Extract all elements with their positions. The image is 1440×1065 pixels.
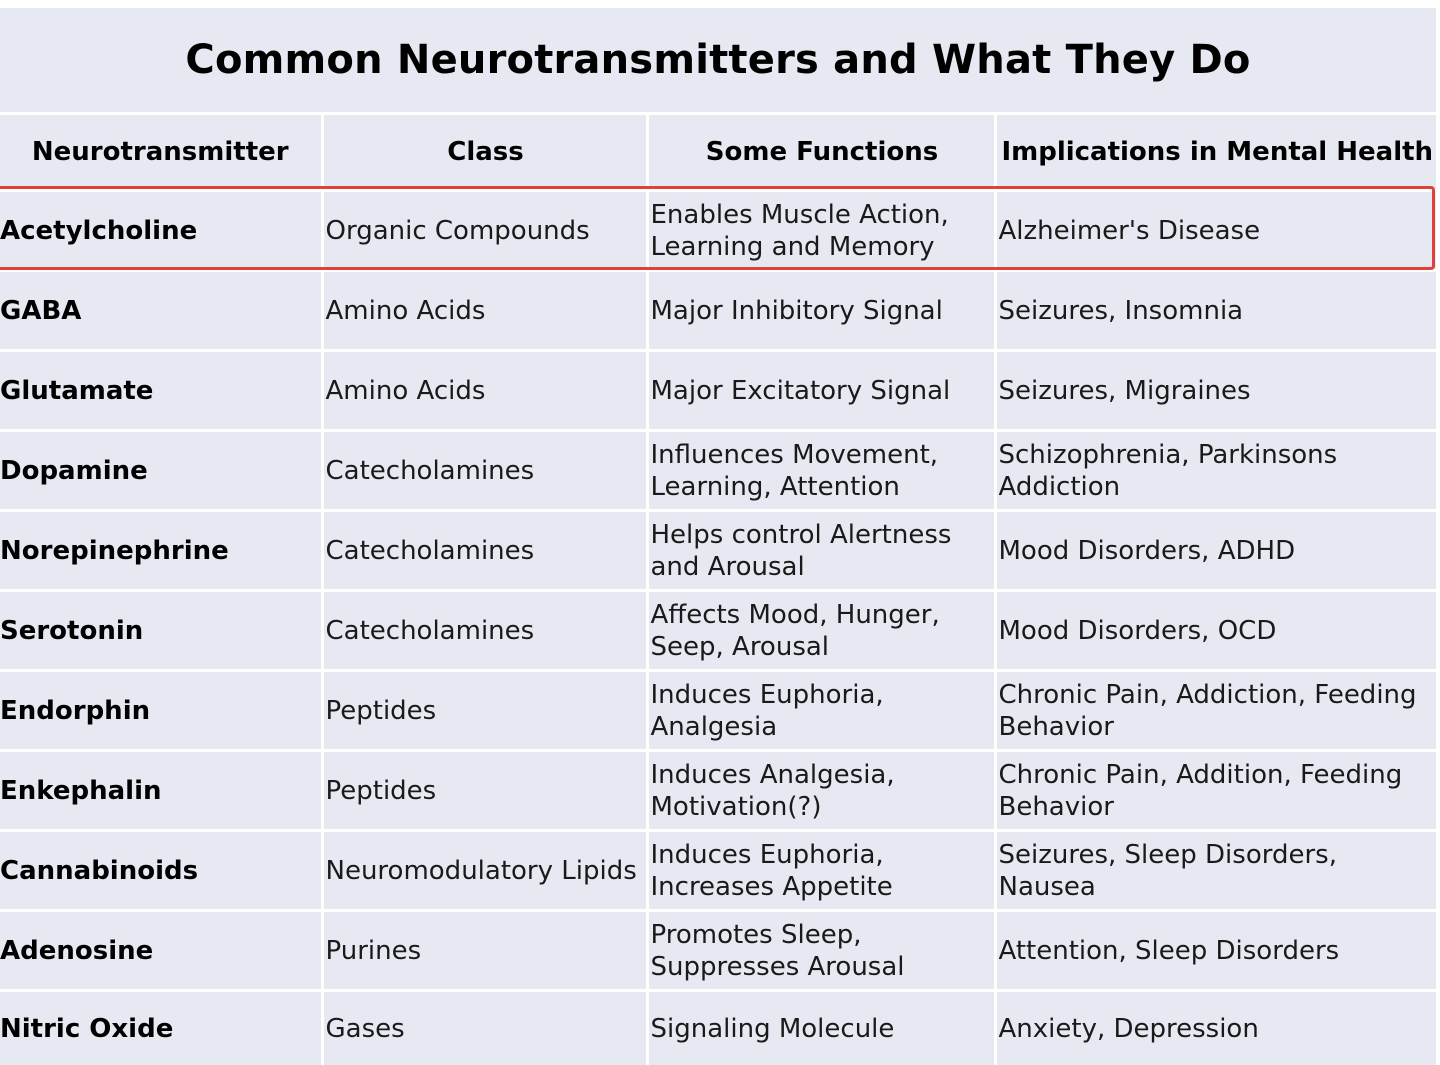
cell-functions: Induces Euphoria, Increases Appetite bbox=[647, 831, 995, 911]
cell-class: Catecholamines bbox=[322, 431, 647, 511]
cell-class: Peptides bbox=[322, 751, 647, 831]
table-row bbox=[0, 751, 1436, 831]
table-row bbox=[0, 911, 1436, 991]
cell-implications: Anxiety, Depression bbox=[995, 991, 1436, 1065]
cell-class: Purines bbox=[322, 911, 647, 991]
table-row bbox=[0, 831, 1436, 911]
table-row bbox=[0, 191, 1436, 271]
table-header-row bbox=[0, 114, 1436, 191]
cell-implications: Chronic Pain, Addition, Feeding Behavior bbox=[995, 751, 1436, 831]
cell-class: Organic Compounds bbox=[322, 191, 647, 271]
header-class: Class bbox=[322, 114, 647, 191]
cell-name: Dopamine bbox=[0, 431, 322, 511]
cell-implications: Mood Disorders, ADHD bbox=[995, 511, 1436, 591]
table-row bbox=[0, 431, 1436, 511]
cell-name: Endorphin bbox=[0, 671, 322, 751]
cell-class: Peptides bbox=[322, 671, 647, 751]
cell-implications: Attention, Sleep Disorders bbox=[995, 911, 1436, 991]
cell-implications: Seizures, Migraines bbox=[995, 351, 1436, 431]
cell-class: Amino Acids bbox=[322, 351, 647, 431]
header-neurotransmitter: Neurotransmitter bbox=[0, 114, 322, 191]
cell-functions: Signaling Molecule bbox=[647, 991, 995, 1065]
table-row bbox=[0, 351, 1436, 431]
neurotransmitter-table bbox=[0, 112, 1436, 1065]
cell-implications: Seizures, Insomnia bbox=[995, 271, 1436, 351]
cell-name: GABA bbox=[0, 271, 322, 351]
cell-implications: Chronic Pain, Addiction, Feeding Behavior bbox=[995, 671, 1436, 751]
cell-implications: Schizophrenia, Parkinsons Addiction bbox=[995, 431, 1436, 511]
cell-functions: Affects Mood, Hunger, Seep, Arousal bbox=[647, 591, 995, 671]
cell-name: Adenosine bbox=[0, 911, 322, 991]
cell-functions: Promotes Sleep, Suppresses Arousal bbox=[647, 911, 995, 991]
cell-implications: Mood Disorders, OCD bbox=[995, 591, 1436, 671]
table-row bbox=[0, 271, 1436, 351]
table-row bbox=[0, 991, 1436, 1065]
cell-implications: Alzheimer's Disease bbox=[995, 191, 1436, 271]
cell-functions: Major Inhibitory Signal bbox=[647, 271, 995, 351]
table-row bbox=[0, 591, 1436, 671]
cell-functions: Influences Movement, Learning, Attention bbox=[647, 431, 995, 511]
header-implications: Implications in Mental Health bbox=[995, 114, 1436, 191]
cell-name: Norepinephrine bbox=[0, 511, 322, 591]
table-row bbox=[0, 671, 1436, 751]
page-title: Common Neurotransmitters and What They Do bbox=[185, 37, 1251, 83]
header-some-functions: Some Functions bbox=[647, 114, 995, 191]
cell-functions: Helps control Alertness and Arousal bbox=[647, 511, 995, 591]
cell-class: Amino Acids bbox=[322, 271, 647, 351]
cell-class: Gases bbox=[322, 991, 647, 1065]
cell-class: Catecholamines bbox=[322, 591, 647, 671]
cell-functions: Induces Euphoria, Analgesia bbox=[647, 671, 995, 751]
cell-name: Serotonin bbox=[0, 591, 322, 671]
cell-functions: Enables Muscle Action, Learning and Memory bbox=[647, 191, 995, 271]
cell-name: Enkephalin bbox=[0, 751, 322, 831]
table-row bbox=[0, 511, 1436, 591]
cell-name: Acetylcholine bbox=[0, 191, 322, 271]
cell-name: Glutamate bbox=[0, 351, 322, 431]
cell-implications: Seizures, Sleep Disorders, Nausea bbox=[995, 831, 1436, 911]
cell-functions: Major Excitatory Signal bbox=[647, 351, 995, 431]
cell-class: Catecholamines bbox=[322, 511, 647, 591]
cell-class: Neuromodulatory Lipids bbox=[322, 831, 647, 911]
cell-functions: Induces Analgesia, Motivation(?) bbox=[647, 751, 995, 831]
cell-name: Cannabinoids bbox=[0, 831, 322, 911]
cell-name: Nitric Oxide bbox=[0, 991, 322, 1065]
